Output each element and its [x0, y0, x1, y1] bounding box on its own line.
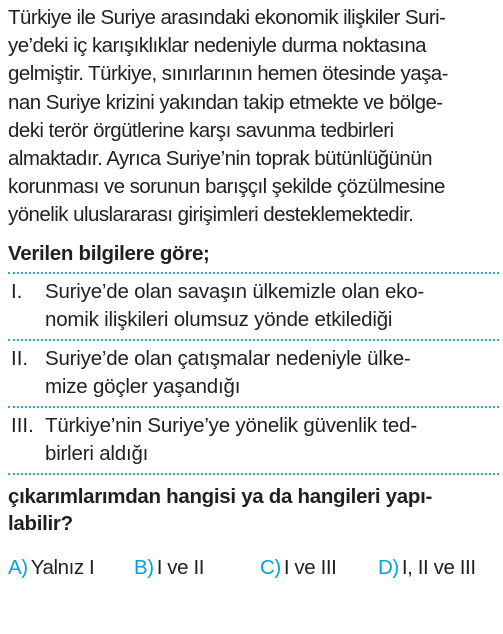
- divider: [8, 406, 499, 408]
- statement-numeral: III.: [11, 413, 34, 437]
- statement-text: [45, 412, 417, 469]
- option-a[interactable]: [8, 555, 134, 581]
- option-text: I ve II: [156, 555, 205, 579]
- option-text: Yalnız I: [30, 555, 95, 579]
- statement-line: mize göçler yaşandığı: [45, 375, 241, 399]
- option-text: I ve III: [283, 555, 337, 579]
- divider: [8, 339, 499, 341]
- option-letter: B): [134, 555, 154, 579]
- statement-line: nomik ilişkileri olumsuz yönde etkilediği: [45, 308, 393, 332]
- option-c[interactable]: [260, 555, 378, 581]
- passage: [8, 4, 499, 230]
- statement-line: birleri aldığı: [45, 442, 149, 466]
- option-b[interactable]: [134, 555, 260, 581]
- passage-line: gelmiştir. Türkiye, sınırlarının hemen ötesinde yaşa-: [8, 62, 448, 86]
- passage-line: ye’deki iç karışıklıklar nedeniyle durma noktasına: [8, 34, 427, 58]
- statement-3: [8, 412, 499, 469]
- question-stem: [8, 483, 499, 537]
- statement-text: [45, 278, 424, 335]
- passage-line: yönelik uluslararası girişimleri desteklemektedir.: [8, 203, 414, 227]
- option-letter: A): [8, 555, 28, 579]
- statement-line: Suriye’de olan savaşın ülkemizle olan eko-: [45, 279, 425, 303]
- question-line: çıkarımlarımdan hangisi ya da hangileri yapı-: [8, 484, 432, 508]
- divider: [8, 272, 499, 274]
- divider: [8, 473, 499, 475]
- passage-line: nan Suriye krizini yakından takip etmekte ve bölge-: [8, 90, 443, 114]
- prompt-heading: Verilen bilgilere göre;: [8, 241, 210, 265]
- question-line: labilir?: [8, 511, 73, 535]
- option-letter: D): [378, 555, 399, 579]
- answer-options: [8, 555, 499, 581]
- statement-line: Türkiye’nin Suriye’ye yönelik güvenlik ted-: [45, 413, 417, 437]
- statement-2: [8, 345, 499, 402]
- statement-text: [45, 345, 411, 402]
- option-d[interactable]: [378, 555, 476, 581]
- statement-numeral: II.: [11, 346, 29, 370]
- passage-line: almaktadır. Ayrıca Suriye’nin toprak bütünlüğünün: [8, 147, 432, 171]
- statement-numeral: I.: [11, 279, 23, 303]
- statement-1: [8, 278, 499, 335]
- option-text: I, II ve III: [401, 555, 476, 579]
- statement-line: Suriye’de olan çatışmalar nedeniyle ülke-: [45, 346, 411, 370]
- passage-line: deki terör örgütlerine karşı savunma tedbirleri: [8, 118, 394, 142]
- passage-line: Türkiye ile Suriye arasındaki ekonomik ilişkiler Suri-: [8, 6, 446, 29]
- passage-line: korunması ve sorunun barışçıl şekilde çözülmesine: [8, 175, 445, 199]
- option-letter: C): [260, 555, 281, 579]
